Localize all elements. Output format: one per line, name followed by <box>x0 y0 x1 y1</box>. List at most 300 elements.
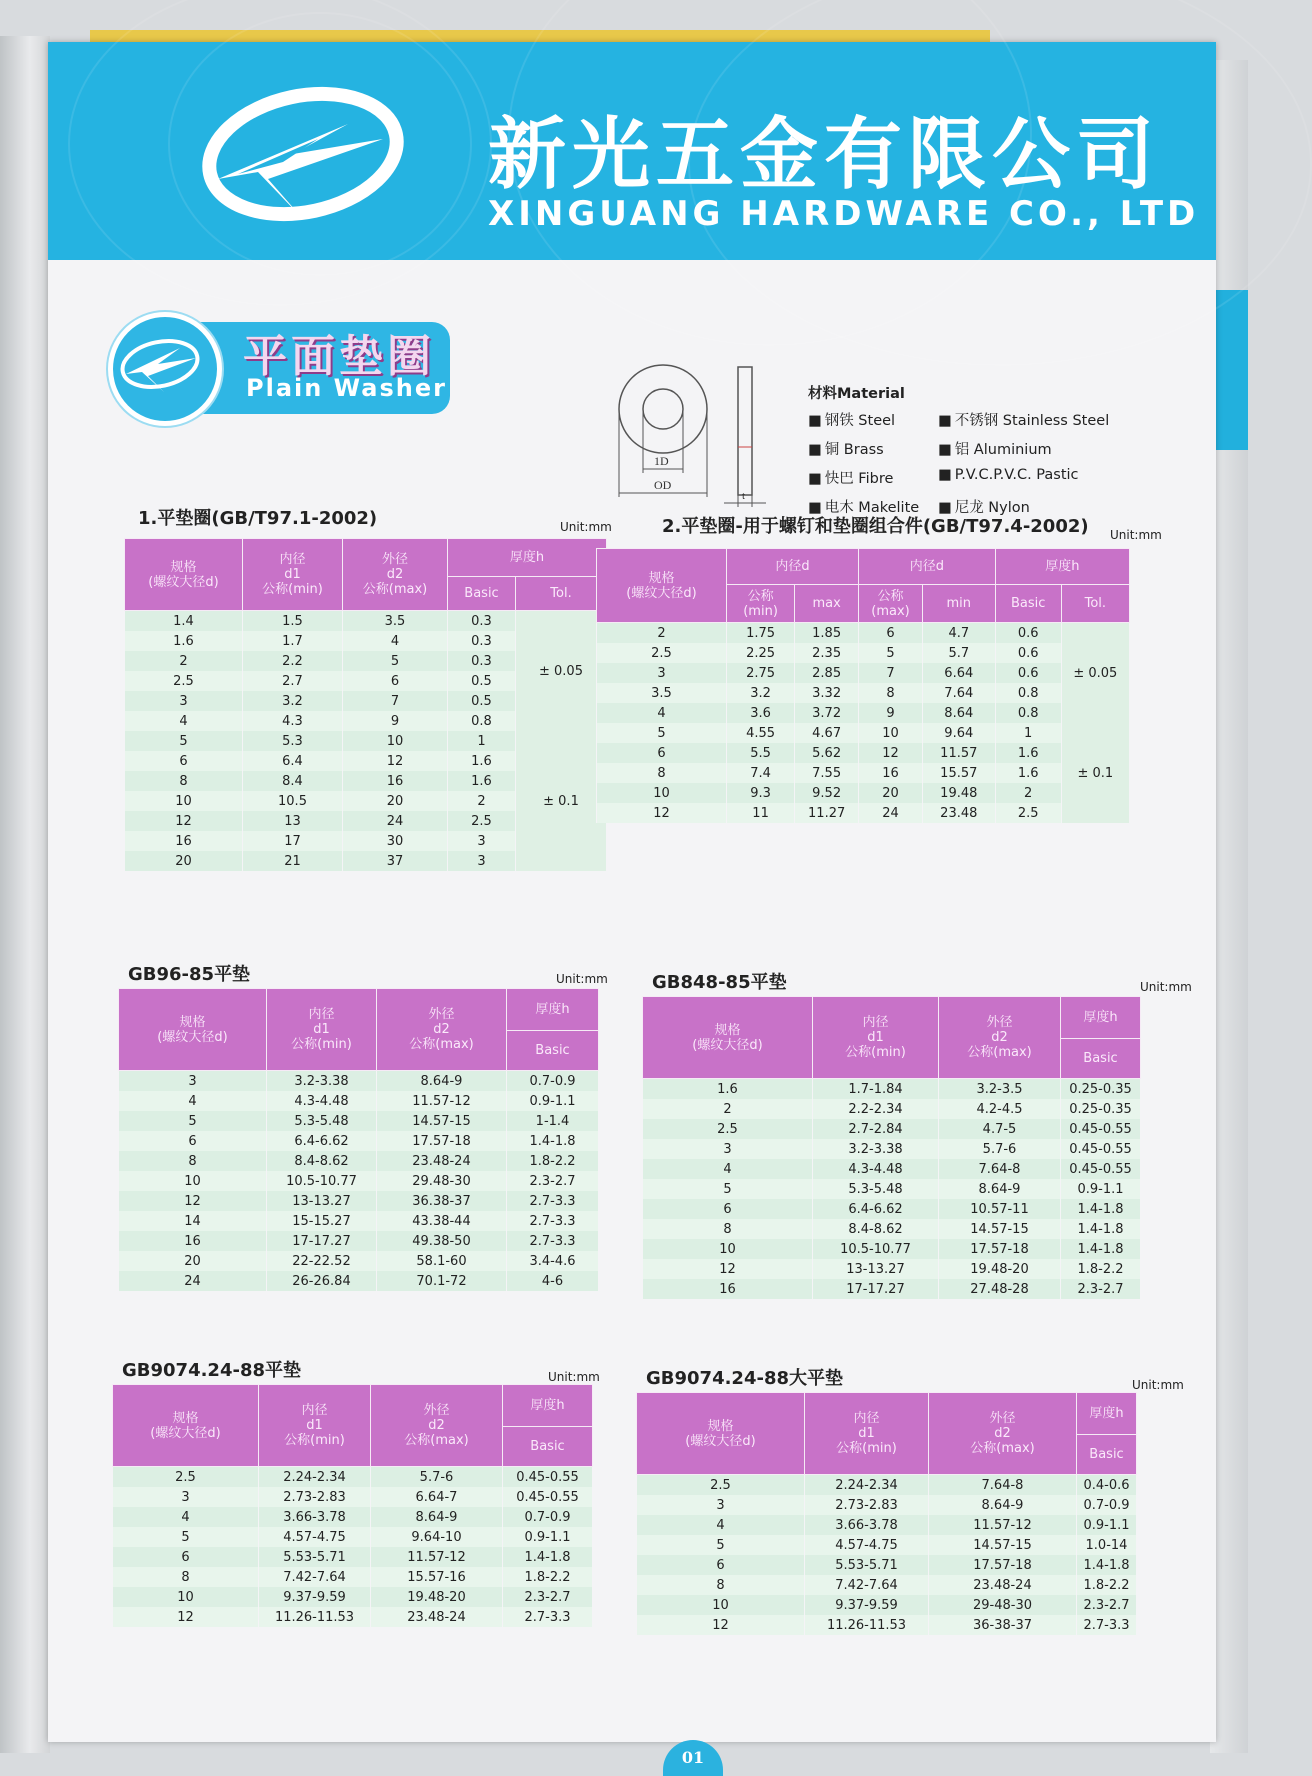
table-row <box>637 1595 1137 1615</box>
table-cell: 1.8-2.2 <box>507 1151 599 1171</box>
table-unit: Unit:mm <box>556 972 608 986</box>
table-unit: Unit:mm <box>1132 1378 1184 1392</box>
table-cell: 1.5 <box>243 611 343 632</box>
table-cell: 3.4-4.6 <box>507 1251 599 1271</box>
table-cell: 0.9-1.1 <box>503 1527 593 1547</box>
table-row <box>597 703 1130 723</box>
header-nominal-max: 公称 (max) <box>859 585 923 623</box>
table-cell: 24 <box>119 1271 267 1291</box>
table-cell: 3 <box>637 1495 805 1515</box>
table-unit: Unit:mm <box>548 1370 600 1384</box>
table-cell: 0.25-0.35 <box>1061 1099 1141 1119</box>
table-row <box>637 1615 1137 1635</box>
table-cell: 7 <box>859 663 923 683</box>
table-cell: 15.57 <box>922 763 995 783</box>
table-cell: 0.4-0.6 <box>1077 1475 1137 1496</box>
table-cell: 2.75 <box>726 663 794 683</box>
table-cell: 10 <box>125 791 243 811</box>
table-cell: 5.3-5.48 <box>813 1179 939 1199</box>
table-row <box>125 731 607 751</box>
table-cell: 3 <box>597 663 727 683</box>
diagram-id-label: 1D <box>654 454 669 468</box>
table-cell: 5.3-5.48 <box>267 1111 377 1131</box>
spec-table-gb9074-24 <box>112 1384 593 1627</box>
table-cell: 1.4-1.8 <box>1077 1555 1137 1575</box>
table-row <box>643 1219 1141 1239</box>
header-spec: 规格 (螺纹大径d) <box>119 989 267 1071</box>
header-d2: 外径 d2 公称(max) <box>929 1393 1077 1475</box>
table-cell: 2.7-3.3 <box>507 1211 599 1231</box>
header-d-outer: 内径d <box>859 549 996 585</box>
table-cell: 6 <box>637 1555 805 1575</box>
table-cell: 1.8-2.2 <box>1061 1259 1141 1279</box>
table-cell: 1.0-14 <box>1077 1535 1137 1555</box>
table-cell: 1 <box>995 723 1061 743</box>
table-cell: 23.48 <box>922 803 995 823</box>
header-spec: 规格 (螺纹大径d) <box>597 549 727 623</box>
header-basic: Basic <box>448 577 516 611</box>
table-cell: 4 <box>343 631 448 651</box>
table-row <box>113 1547 593 1567</box>
table-cell: 6.4-6.62 <box>267 1131 377 1151</box>
table-cell: 0.7-0.9 <box>503 1507 593 1527</box>
table-cell: 10 <box>859 723 923 743</box>
table-cell: 20 <box>119 1251 267 1271</box>
material-item: ■ 电木 Makelite <box>808 496 938 517</box>
header-thickness: 厚度h <box>448 539 607 577</box>
table-cell: 5 <box>125 731 243 751</box>
table-cell: 8 <box>113 1567 259 1587</box>
table-cell: 10.5 <box>243 791 343 811</box>
table-cell: 2.5 <box>113 1467 259 1488</box>
table-cell: 1.4 <box>125 611 243 632</box>
table-cell: 0.8 <box>448 711 516 731</box>
header-d2: 外径 d2 公称(max) <box>939 997 1061 1079</box>
table-cell: 0.6 <box>995 643 1061 663</box>
table-row <box>119 1171 599 1191</box>
table-title: GB9074.24-88大平垫 <box>646 1368 843 1389</box>
table-cell: 1.7 <box>243 631 343 651</box>
tolerance-cell: ± 0.1 <box>516 731 607 871</box>
table-cell: 1.7-1.84 <box>813 1079 939 1100</box>
table-cell: 5 <box>119 1111 267 1131</box>
table-cell: 5.53-5.71 <box>805 1555 929 1575</box>
table-cell: 9.3 <box>726 783 794 803</box>
table-row <box>643 1139 1141 1159</box>
table-cell: 5.5 <box>726 743 794 763</box>
table-row <box>597 683 1130 703</box>
table-cell: 29.48-30 <box>377 1171 507 1191</box>
table-cell: 37 <box>343 851 448 871</box>
table-cell: 10 <box>643 1239 813 1259</box>
table-cell: 3 <box>448 831 516 851</box>
table-cell: 1.6 <box>995 743 1061 763</box>
table-cell: 24 <box>343 811 448 831</box>
table-cell: 2.5 <box>637 1475 805 1496</box>
table-cell: 43.38-44 <box>377 1211 507 1231</box>
table-cell: 2.7-3.3 <box>507 1191 599 1211</box>
table-cell: 2 <box>448 791 516 811</box>
table-cell: 0.45-0.55 <box>503 1487 593 1507</box>
table-row <box>597 623 1130 644</box>
table-cell: 49.38-50 <box>377 1231 507 1251</box>
table-cell: 3.6 <box>726 703 794 723</box>
table-row <box>597 783 1130 803</box>
table-cell: 6.4 <box>243 751 343 771</box>
table-cell: 17.57-18 <box>939 1239 1061 1259</box>
table-cell: 0.6 <box>995 623 1061 644</box>
table-cell: 19.48-20 <box>939 1259 1061 1279</box>
table-cell: 0.5 <box>448 671 516 691</box>
table-row <box>597 663 1130 683</box>
table-row <box>113 1507 593 1527</box>
table-cell: 17 <box>243 831 343 851</box>
table-cell: 3.66-3.78 <box>259 1507 371 1527</box>
table-cell: 8.4 <box>243 771 343 791</box>
header-spec: 规格 (螺纹大径d) <box>113 1385 259 1467</box>
table-row <box>637 1475 1137 1496</box>
table-cell: 17.57-18 <box>929 1555 1077 1575</box>
table-cell: 8.4-8.62 <box>267 1151 377 1171</box>
table-cell: 0.45-0.55 <box>503 1467 593 1488</box>
header-d1: 内径 d1 公称(min) <box>243 539 343 611</box>
header-thickness: 厚度h <box>995 549 1129 585</box>
header-basic: Basic <box>503 1427 593 1467</box>
table-row <box>643 1179 1141 1199</box>
table-cell: 11.57-12 <box>371 1547 503 1567</box>
table-cell: 4 <box>597 703 727 723</box>
table-cell: 0.7-0.9 <box>1077 1495 1137 1515</box>
table-cell: 13-13.27 <box>813 1259 939 1279</box>
table-cell: 2.5 <box>643 1119 813 1139</box>
table-cell: 2.7 <box>243 671 343 691</box>
table-row <box>637 1555 1137 1575</box>
table-cell: 9.37-9.59 <box>805 1595 929 1615</box>
table-title: 2.平垫圈-用于螺钉和垫圈组合件(GB/T97.4-2002) <box>662 516 1089 537</box>
table-cell: 14 <box>119 1211 267 1231</box>
table-cell: 12 <box>637 1615 805 1635</box>
table-cell: 20 <box>343 791 448 811</box>
table-cell: 8 <box>119 1151 267 1171</box>
table-cell: 13 <box>243 811 343 831</box>
table-cell: 5 <box>859 643 923 663</box>
table-cell: 1.4-1.8 <box>1061 1239 1141 1259</box>
material-item: ■ 尼龙 Nylon <box>938 496 1138 517</box>
table-cell: 1-1.4 <box>507 1111 599 1131</box>
table-cell: 9 <box>859 703 923 723</box>
tolerance-cell: ± 0.05 <box>516 611 607 732</box>
table-row <box>637 1515 1137 1535</box>
section-badge <box>108 312 458 422</box>
table-row <box>597 643 1130 663</box>
spec-table-gb848-85 <box>642 996 1141 1299</box>
table-cell: 1.6 <box>643 1079 813 1100</box>
table-cell: 70.1-72 <box>377 1271 507 1291</box>
table-cell: 12 <box>597 803 727 823</box>
table-cell: 11.57 <box>922 743 995 763</box>
table-cell: 8.64 <box>922 703 995 723</box>
table-cell: 16 <box>643 1279 813 1299</box>
table-cell: 2.3-2.7 <box>1061 1279 1141 1299</box>
table-cell: 2.7-3.3 <box>1077 1615 1137 1635</box>
header-d-inner: 内径d <box>726 549 858 585</box>
table-cell: 6 <box>125 751 243 771</box>
table-cell: 0.45-0.55 <box>1061 1119 1141 1139</box>
table-cell: 7.42-7.64 <box>805 1575 929 1595</box>
spec-table-gb97-1 <box>124 538 607 871</box>
header-thickness: 厚度h <box>1061 997 1141 1039</box>
table-cell: 19.48-20 <box>371 1587 503 1607</box>
table-cell: 2.7-2.84 <box>813 1119 939 1139</box>
table-cell: 8 <box>643 1219 813 1239</box>
table-cell: 22-22.52 <box>267 1251 377 1271</box>
table-cell: 2 <box>643 1099 813 1119</box>
table-cell: 3.2 <box>726 683 794 703</box>
table-cell: 0.9-1.1 <box>1061 1179 1141 1199</box>
table-cell: 8 <box>597 763 727 783</box>
table-cell: 1.6 <box>125 631 243 651</box>
table-cell: 4-6 <box>507 1271 599 1291</box>
table-cell: 4 <box>637 1515 805 1535</box>
table-title: 1.平垫圈(GB/T97.1-2002) <box>138 508 378 529</box>
header-d2: 外径 d2 公称(max) <box>377 989 507 1071</box>
material-item: ■ 不锈钢 Stainless Steel <box>938 409 1138 430</box>
table-cell: 3.2-3.5 <box>939 1079 1061 1100</box>
table-cell: 6.64 <box>922 663 995 683</box>
table-cell: 3.32 <box>795 683 859 703</box>
table-cell: 10 <box>113 1587 259 1607</box>
table-cell: 7.4 <box>726 763 794 783</box>
header-d1: 内径 d1 公称(min) <box>805 1393 929 1475</box>
table-row <box>113 1527 593 1547</box>
table-cell: 4.2-4.5 <box>939 1099 1061 1119</box>
table-row <box>119 1251 599 1271</box>
table-title: GB9074.24-88平垫 <box>122 1360 301 1381</box>
table-cell: 8.64-9 <box>371 1507 503 1527</box>
table-cell: 17-17.27 <box>813 1279 939 1299</box>
table-cell: 5 <box>643 1179 813 1199</box>
table-cell: 10.5-10.77 <box>267 1171 377 1191</box>
diagram-t-label: t <box>742 490 746 502</box>
table-cell: 23.48-24 <box>929 1575 1077 1595</box>
table-cell: 8 <box>125 771 243 791</box>
table-cell: 0.25-0.35 <box>1061 1079 1141 1100</box>
table-cell: 0.7-0.9 <box>507 1071 599 1092</box>
spec-table-gb96-85 <box>118 988 599 1291</box>
table-row <box>119 1211 599 1231</box>
table-row <box>125 611 607 632</box>
table-cell: 2.3-2.7 <box>1077 1595 1137 1615</box>
table-cell: 6 <box>343 671 448 691</box>
tolerance-cell: ± 0.1 <box>1061 723 1129 823</box>
table-cell: 11.57-12 <box>377 1091 507 1111</box>
table-cell: 21 <box>243 851 343 871</box>
table-cell: 3 <box>125 691 243 711</box>
table-unit: Unit:mm <box>1110 528 1162 542</box>
table-row <box>119 1231 599 1251</box>
table-cell: 3.2-3.38 <box>267 1071 377 1092</box>
table-cell: 1.4-1.8 <box>1061 1219 1141 1239</box>
table-cell: 2.7-3.3 <box>507 1231 599 1251</box>
table-cell: 6.64-7 <box>371 1487 503 1507</box>
header-tol: Tol. <box>1061 585 1129 623</box>
table-cell: 6 <box>113 1547 259 1567</box>
table-cell: 6 <box>859 623 923 644</box>
table-cell: 58.1-60 <box>377 1251 507 1271</box>
table-cell: 4 <box>113 1507 259 1527</box>
header-basic: Basic <box>507 1031 599 1071</box>
table-cell: 2 <box>125 651 243 671</box>
table-cell: 26-26.84 <box>267 1271 377 1291</box>
table-row <box>113 1467 593 1488</box>
table-cell: 36.38-37 <box>377 1191 507 1211</box>
table-cell: 8.64-9 <box>377 1071 507 1092</box>
table-cell: 2.2-2.34 <box>813 1099 939 1119</box>
table-cell: 4.67 <box>795 723 859 743</box>
table-cell: 0.3 <box>448 611 516 632</box>
table-cell: 14.57-15 <box>377 1111 507 1131</box>
table-row <box>597 803 1130 823</box>
table-cell: 10 <box>597 783 727 803</box>
section-title-en: Plain Washer <box>246 374 447 402</box>
table-cell: 12 <box>343 751 448 771</box>
header-nominal-min: 公称 (min) <box>726 585 794 623</box>
company-name-cn: 新光五金有限公司 <box>488 109 1161 200</box>
header-spec: 规格 (螺纹大径d) <box>643 997 813 1079</box>
header-d1: 内径 d1 公称(min) <box>813 997 939 1079</box>
catalog-page <box>48 42 1216 1767</box>
table-cell: 5 <box>343 651 448 671</box>
table-cell: 9 <box>343 711 448 731</box>
table-cell: 10 <box>343 731 448 751</box>
table-cell: 12 <box>119 1191 267 1211</box>
table-cell: 0.8 <box>995 703 1061 723</box>
header-thickness: 厚度h <box>507 989 599 1031</box>
table-cell: 12 <box>859 743 923 763</box>
header-basic: Basic <box>1061 1039 1141 1079</box>
table-row <box>597 743 1130 763</box>
table-cell: 23.48-24 <box>371 1607 503 1627</box>
table-cell: 5.7-6 <box>939 1139 1061 1159</box>
badge-logo-icon <box>108 312 222 426</box>
table-cell: 9.37-9.59 <box>259 1587 371 1607</box>
table-cell: 2.35 <box>795 643 859 663</box>
table-row <box>119 1271 599 1291</box>
table-cell: 2 <box>597 623 727 644</box>
table-cell: 1.8-2.2 <box>1077 1575 1137 1595</box>
table-unit: Unit:mm <box>560 520 612 534</box>
table-cell: 1.6 <box>995 763 1061 783</box>
table-row <box>113 1607 593 1627</box>
table-unit: Unit:mm <box>1140 980 1192 994</box>
table-cell: 11.26-11.53 <box>259 1607 371 1627</box>
table-cell: 6.4-6.62 <box>813 1199 939 1219</box>
header-basic: Basic <box>1077 1435 1137 1475</box>
table-cell: 0.9-1.1 <box>1077 1515 1137 1535</box>
table-cell: 2.2 <box>243 651 343 671</box>
material-item: ■ 钢铁 Steel <box>808 409 938 430</box>
table-cell: 9.64-10 <box>371 1527 503 1547</box>
table-cell: 9.64 <box>922 723 995 743</box>
table-cell: 4.57-4.75 <box>259 1527 371 1547</box>
table-cell: 27.48-28 <box>939 1279 1061 1299</box>
table-cell: 4 <box>643 1159 813 1179</box>
table-cell: 2.7-3.3 <box>503 1607 593 1627</box>
table-cell: 4.55 <box>726 723 794 743</box>
page-edge-left <box>0 36 50 1753</box>
table-cell: 17.57-18 <box>377 1131 507 1151</box>
table-row <box>643 1199 1141 1219</box>
table-cell: 3.2 <box>243 691 343 711</box>
table-cell: 17-17.27 <box>267 1231 377 1251</box>
table-title: GB96-85平垫 <box>128 964 251 985</box>
table-cell: 4.3 <box>243 711 343 731</box>
table-title: GB848-85平垫 <box>652 972 787 993</box>
table-cell: 7.42-7.64 <box>259 1567 371 1587</box>
washer-diagram <box>618 347 768 537</box>
table-cell: 1.75 <box>726 623 794 644</box>
table-cell: 3.72 <box>795 703 859 723</box>
materials-title: 材料Material <box>808 386 905 402</box>
header-thickness: 厚度h <box>1077 1393 1137 1435</box>
material-item: ■ 铜 Brass <box>808 438 938 459</box>
header-d1: 内径 d1 公称(min) <box>259 1385 371 1467</box>
material-item: ■ 铝 Aluminium <box>938 438 1138 459</box>
table-cell: 15-15.27 <box>267 1211 377 1231</box>
table-cell: 2 <box>995 783 1061 803</box>
table-cell: 16 <box>343 771 448 791</box>
tolerance-cell: ± 0.05 <box>1061 623 1129 724</box>
table-cell: 1 <box>448 731 516 751</box>
table-cell: 1.4-1.8 <box>507 1131 599 1151</box>
table-cell: 3 <box>643 1139 813 1159</box>
table-cell: 3 <box>448 851 516 871</box>
table-row <box>119 1111 599 1131</box>
table-cell: 0.3 <box>448 631 516 651</box>
table-cell: 10 <box>637 1595 805 1615</box>
table-cell: 19.48 <box>922 783 995 803</box>
table-cell: 0.8 <box>995 683 1061 703</box>
table-cell: 0.3 <box>448 651 516 671</box>
table-row <box>643 1079 1141 1100</box>
table-cell: 3.5 <box>597 683 727 703</box>
header-d2: 外径 d2 公称(max) <box>371 1385 503 1467</box>
table-cell: 16 <box>125 831 243 851</box>
page-number: 01 <box>663 1740 723 1776</box>
table-cell: 0.45-0.55 <box>1061 1139 1141 1159</box>
table-row <box>637 1575 1137 1595</box>
header-basic: Basic <box>995 585 1061 623</box>
table-cell: 0.45-0.55 <box>1061 1159 1141 1179</box>
header-tol: Tol. <box>516 577 607 611</box>
table-row <box>113 1487 593 1507</box>
material-item: ■ 快巴 Fibre <box>808 467 938 488</box>
table-row <box>597 763 1130 783</box>
table-cell: 7.64-8 <box>939 1159 1061 1179</box>
table-cell: 3.5 <box>343 611 448 632</box>
table-row <box>643 1239 1141 1259</box>
table-cell: 8.64-9 <box>929 1495 1077 1515</box>
table-cell: 3 <box>113 1487 259 1507</box>
table-row <box>113 1567 593 1587</box>
table-cell: 1.85 <box>795 623 859 644</box>
table-cell: 3 <box>119 1071 267 1092</box>
table-row <box>119 1091 599 1111</box>
table-cell: 5 <box>113 1527 259 1547</box>
table-cell: 12 <box>113 1607 259 1627</box>
table-cell: 15.57-16 <box>371 1567 503 1587</box>
table-row <box>119 1071 599 1092</box>
